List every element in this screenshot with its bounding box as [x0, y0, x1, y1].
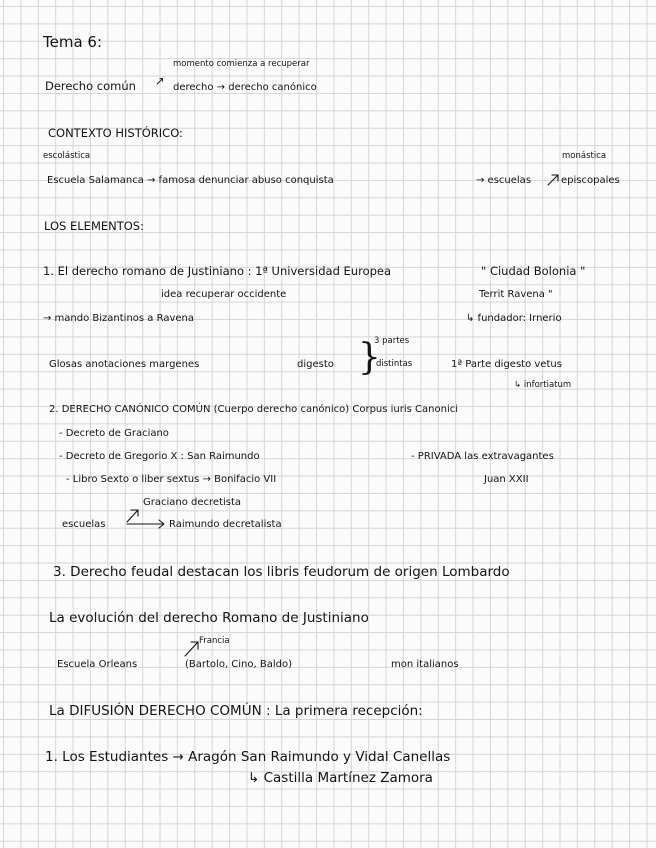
digesto-vetus: 1ª Parte digesto vetus	[451, 359, 562, 370]
elementos-heading: LOS ELEMENTOS:	[44, 219, 144, 233]
item1-bolonia: " Ciudad Bolonia "	[481, 264, 586, 278]
note-francia: Francia	[199, 636, 230, 646]
arrow-to-francia	[185, 642, 198, 656]
note-momento: momento comienza a recuperar	[173, 59, 310, 69]
item2-heading: 2. DERECHO CANÓNICO COMÚN (Cuerpo derecho canónico) Corpus iuris Canonici	[49, 404, 458, 415]
item2-juan: Juan XXII	[484, 474, 529, 485]
distintas-label: distintas	[376, 359, 413, 369]
page-title: Tema 6:	[43, 33, 103, 51]
episcopales: episcopales	[561, 175, 620, 186]
item2-liber-sextus: - Libro Sexto o liber sextus → Bonifacio VII	[66, 474, 277, 485]
difusion-line2: ↳ Castilla Martínez Zamora	[248, 770, 433, 786]
graciano-decretista: Graciano decretista	[143, 497, 242, 508]
item3-feudal: 3. Derecho feudal destacan los libris feudorum de origen Lombardo	[53, 564, 510, 580]
item1-line1: 1. El derecho romano de Justiniano : 1ª Universidad Europea	[43, 264, 392, 278]
arrow-to-raimundo	[127, 520, 164, 528]
escuelas-arrow: → escuelas	[476, 175, 532, 186]
escuela-orleans: Escuela Orleans	[57, 659, 138, 670]
item1-irnerio: ↳ fundador: Irnerio	[466, 313, 562, 324]
contexto-heading: CONTEXTO HISTÓRICO:	[48, 126, 183, 140]
derecho-comun-label: Derecho común	[45, 79, 136, 93]
arrow-to-graciano	[127, 510, 138, 522]
raimundo-decretalista: Raimundo decretalista	[169, 519, 282, 530]
item1-ravena: Territ Ravena "	[479, 289, 553, 300]
item2-graciano-decreto: - Decreto de Graciano	[59, 428, 169, 439]
evolucion-heading: La evolución del derecho Romano de Justiniano	[49, 610, 369, 626]
glosas-line: Glosas anotaciones margenes	[49, 359, 200, 370]
escuelas-label: escuelas	[62, 519, 106, 530]
note-monastica: monástica	[562, 151, 607, 161]
infortiatum: ↳ infortiatum	[514, 380, 572, 390]
difusion-line1: 1. Los Estudiantes → Aragón San Raimundo y Vidal Canellas	[45, 749, 451, 765]
digesto-label: digesto	[297, 359, 334, 370]
item1-idea: idea recuperar occidente	[161, 289, 287, 300]
salamanca-line: Escuela Salamanca → famosa denunciar abuso conquista	[47, 175, 334, 186]
item2-extravagantes: - PRIVADA las extravagantes	[411, 451, 554, 462]
difusion-heading: La DIFUSIÓN DERECHO COMÚN : La primera recepción:	[49, 703, 423, 719]
arrow-up-icon: ↗	[155, 74, 165, 88]
item2-gregorio: - Decreto de Gregorio X : San Raimundo	[59, 451, 260, 462]
note-3-partes: 3 partes	[374, 336, 410, 346]
brace-icon: }	[358, 337, 381, 378]
arrow-to-escuelas-split	[548, 175, 558, 185]
note-escolastica: escolástica	[43, 151, 91, 161]
grupo-bartolo: (Bartolo, Cino, Baldo)	[185, 659, 293, 670]
mon-italianos: mon italianos	[391, 659, 459, 670]
item1-bizantinos: → mando Bizantinos a Ravena	[43, 313, 195, 324]
derecho-canonico-line: derecho → derecho canónico	[173, 82, 317, 93]
